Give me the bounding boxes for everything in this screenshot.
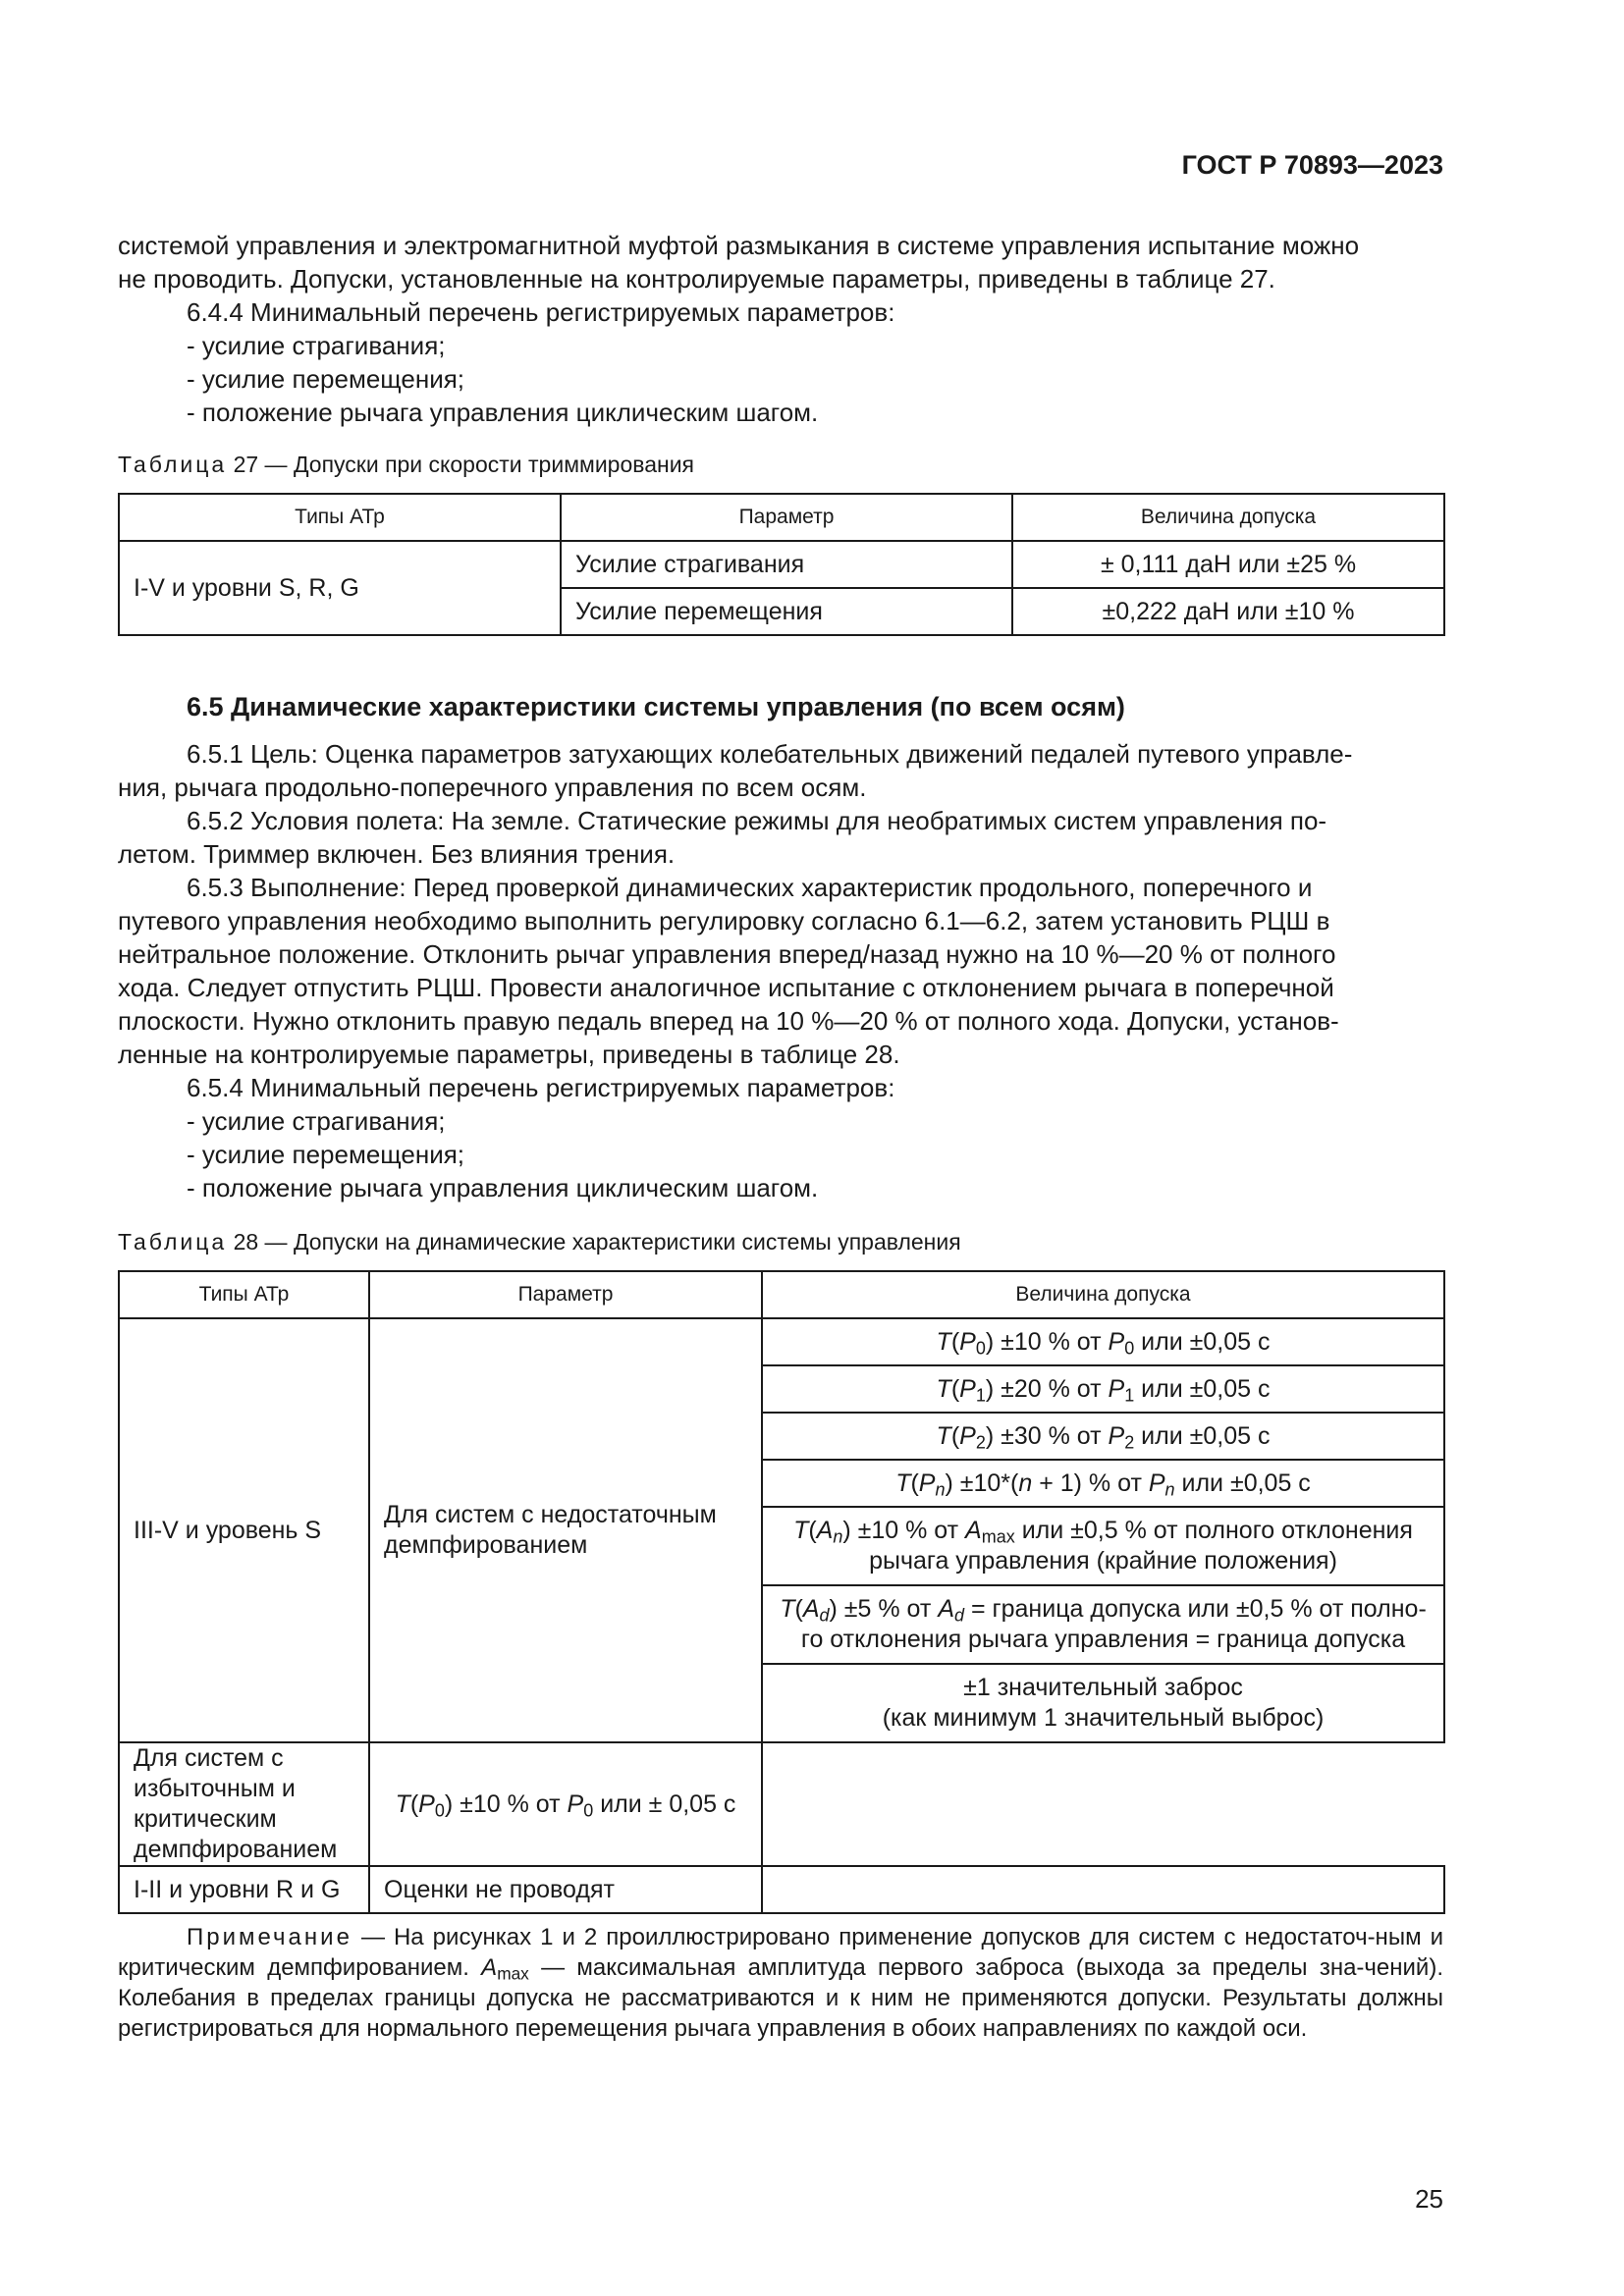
caption-text: 28 — Допуски на динамические характеристики системы управления xyxy=(233,1229,961,1255)
param-cell: Оценки не проводят xyxy=(369,1866,762,1913)
type-cell: I-II и уровни R и G xyxy=(119,1866,369,1913)
paragraph-line: 6.5.3 Выполнение: Перед проверкой динамических характеристик продольного, поперечного и xyxy=(187,873,1313,902)
list-item: - положение рычага управления циклическим шагом. xyxy=(187,398,819,427)
tolerance-cell: $T(P_1) \pm 20$ % от $P_1$ или ±0,05 с xyxy=(762,1365,1444,1413)
tolerance-cell: $T(A_d) \pm 5$ % от $A_d$ = граница допуска или ±0,5 % от полно- го отклонения рычага управления = граница допуска xyxy=(762,1585,1444,1664)
list-item: - усилие страгивания; xyxy=(187,331,446,360)
paragraph-line: ленные на контролируемые параметры, приведены в таблице 28. xyxy=(118,1040,900,1069)
tolerance-line: (как минимум 1 значительный выброс) xyxy=(882,1704,1325,1732)
column-header: Типы АТр xyxy=(119,494,561,541)
param-cell: Усилие страгивания xyxy=(561,541,1012,588)
document-code: ГОСТ Р 70893—2023 xyxy=(1181,150,1443,180)
table-27 xyxy=(118,493,1445,636)
type-cell: I-V и уровни S, R, G xyxy=(119,541,561,635)
paragraph-line: плоскости. Нужно отклонить правую педаль вперед на 10 %—20 % от полного хода. Допуски, установ- xyxy=(118,1006,1339,1036)
tolerance-cell: ±0,222 даН или ±10 % xyxy=(1012,588,1444,635)
caption-label: Таблица xyxy=(118,1229,228,1255)
table-28-caption xyxy=(118,1227,961,1256)
paragraph-line: путевого управления необходимо выполнить регулировку согласно 6.1—6.2, затем установить РЦШ в xyxy=(118,906,1330,935)
note-label: Примечание xyxy=(187,1924,352,1950)
param-cell: Усилие перемещения xyxy=(561,588,1012,635)
paragraph-644: 6.4.4 Минимальный перечень регистрируемых параметров: xyxy=(187,297,895,327)
list-item: - усилие страгивания; xyxy=(187,1106,446,1136)
tolerance-cell: $T(P_n) \pm 10*(n + 1)$ % от $P_n$ или ±0,05 с xyxy=(762,1460,1444,1507)
note: Примечание — На рисунках 1 и 2 проиллюстрировано применение допусков для систем с недостаточ-ным и критическим демпфированием. $A_{max}$ — максимальная амплитуда первого заброса (выхода за пределы зна-чений). Колебания в пределах границы допуска не рассматриваются и к ним не применяются допуски. Результаты должны регистрироваться для нормального перемещения рычага управления в обоих направлениях по каждой оси. xyxy=(118,1924,1443,2042)
column-header: Параметр xyxy=(369,1271,762,1318)
type-cell: III-V и уровень S xyxy=(119,1318,369,1742)
column-header: Величина допуска xyxy=(1012,494,1444,541)
paragraph-line: 6.5.1 Цель: Оценка параметров затухающих колебательных движений педалей путевого управле- xyxy=(187,739,1353,769)
param-cell: Для систем с недостаточным демпфированием xyxy=(369,1318,762,1742)
paragraph-line: системой управления и электромагнитной муфтой размыкания в системе управления испытание можно xyxy=(118,231,1360,260)
param-cell: Для систем с избыточным и критическим демпфированием xyxy=(119,1742,369,1866)
column-header: Параметр xyxy=(561,494,1012,541)
tolerance-cell xyxy=(762,1664,1444,1742)
paragraph-line: 6.5.2 Условия полета: На земле. Статические режимы для необратимых систем управления по- xyxy=(187,806,1327,835)
page-number: 25 xyxy=(1415,2184,1443,2214)
column-header: Типы АТр xyxy=(119,1271,369,1318)
paragraph-line: ния, рычага продольно-поперечного управления по всем осям. xyxy=(118,773,867,802)
tolerance-cell xyxy=(762,1866,1444,1913)
list-item: - усилие перемещения; xyxy=(187,1140,465,1169)
caption-text: 27 — Допуски при скорости триммирования xyxy=(233,452,695,477)
tolerance-cell: ± 0,111 даН или ±25 % xyxy=(1012,541,1444,588)
section-heading: 6.5 Динамические характеристики системы управления (по всем осям) xyxy=(187,692,1125,721)
paragraph-line: нейтральное положение. Отклонить рычаг управления вперед/назад нужно на 10 %—20 % от полного xyxy=(118,939,1336,969)
tolerance-line: ±1 значительный заброс xyxy=(963,1674,1243,1701)
tolerance-cell: $T(A_n) \pm 10$ % от $A_{max}$ или ±0,5 % от полного отклонения рычага управления (крайние положения) xyxy=(762,1507,1444,1585)
tolerance-cell: $T(P_0) \pm 10$ % от $P_0$ или ±0,05 с xyxy=(762,1318,1444,1365)
table-27-caption xyxy=(118,450,694,479)
column-header: Величина допуска xyxy=(762,1271,1444,1318)
table-28 xyxy=(118,1270,1445,1914)
list-item: - усилие перемещения; xyxy=(187,364,465,394)
list-item: - положение рычага управления циклическим шагом. xyxy=(187,1173,819,1202)
paragraph-line: летом. Триммер включен. Без влияния трения. xyxy=(118,839,676,869)
paragraph-line: хода. Следует отпустить РЦШ. Провести аналогичное испытание с отклонением рычага в поперечной xyxy=(118,973,1334,1002)
caption-label: Таблица xyxy=(118,452,228,477)
tolerance-cell: $T(P_0) \pm 10$ % от $P_0$ или ± 0,05 с xyxy=(369,1742,762,1866)
paragraph-line: не проводить. Допуски, установленные на контролируемые параметры, приведены в таблице 27. xyxy=(118,264,1275,294)
tolerance-cell: $T(P_2) \pm 30$ % от $P_2$ или ±0,05 с xyxy=(762,1413,1444,1460)
paragraph-654: 6.5.4 Минимальный перечень регистрируемых параметров: xyxy=(187,1073,895,1102)
